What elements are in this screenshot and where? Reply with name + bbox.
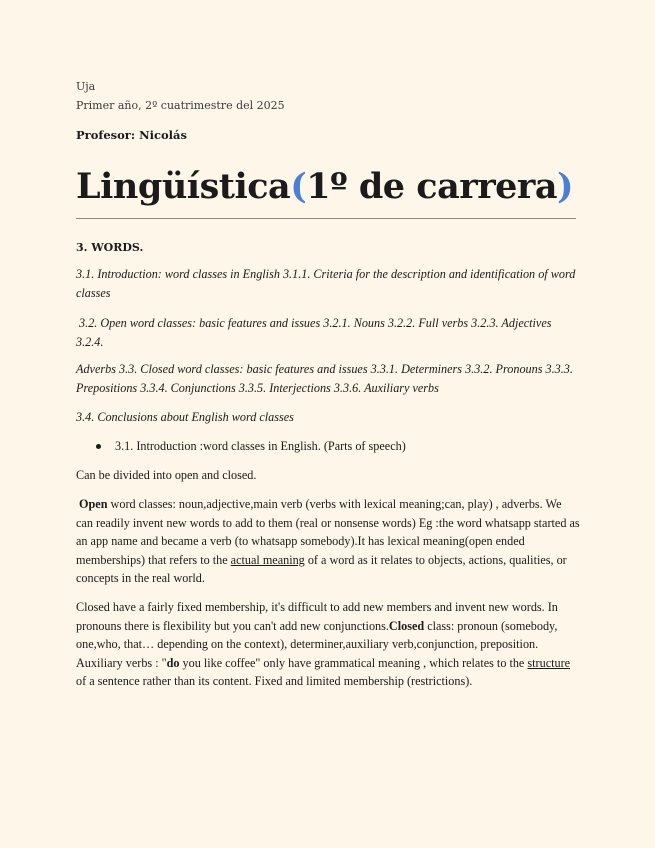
- closed-text-1: Closed have a fairly fixed membership, it's difficult to add new members and invent new words. In pronouns there is flexibility but you can't add new conjunctions.: [76, 600, 558, 633]
- open-text-2: of a word as it relates to objects, actions, qualities, or concepts in the real world.: [76, 552, 567, 585]
- bullet-item: [96, 437, 406, 455]
- title-paren-open: (: [290, 166, 307, 207]
- term-line: Primer año, 2º cuatrimestre del 2025: [76, 99, 285, 112]
- title-paren-close: ): [557, 166, 574, 207]
- page-title: [76, 166, 573, 208]
- closed-text-4: of a sentence rather than its content. Fixed and limited membership (restrictions).: [76, 674, 473, 688]
- title-divider: [76, 218, 576, 219]
- closed-text-3: you like coffee" only have grammatical meaning , which relates to the: [179, 655, 528, 670]
- toc-paragraph-1: 3.1. Introduction: word classes in English 3.1.1. Criteria for the description and identification of word classes: [76, 267, 576, 300]
- toc-paragraph-4: 3.4. Conclusions about English word classes: [76, 410, 294, 424]
- toc-paragraph-2: 3.2. Open word classes: basic features and issues 3.2.1. Nouns 3.2.2. Full verbs 3.2.3. Adjectives 3.2.4.: [76, 316, 555, 349]
- open-classes-paragraph: [76, 495, 581, 588]
- title-sub: 1º de carrera: [306, 166, 558, 207]
- closed-underlined: structure: [527, 655, 571, 670]
- bullet-text: 3.1. Introduction :word classes in English. (Parts of speech): [115, 439, 406, 453]
- closed-text-2: class: pronoun (somebody, one,who, that… depending on the context), determiner,auxiliary verb,conjunction, preposition. Auxiliary verbs : ": [76, 618, 558, 670]
- open-text-1: word classes: noun,adjective,main verb (verbs with lexical meaning;can, play) , adverbs. We can readily invent new words to add to them (real or nonsense words) Eg :the word whatsapp started as an app name and became a verb (to whatsapp somebody).It has lexical meaning(open ended memberships) that refers to the: [76, 497, 580, 567]
- title-main: Lingüística: [76, 166, 291, 207]
- institution-line: Uja: [76, 80, 96, 93]
- closed-bold: Closed: [388, 618, 425, 633]
- bullet-dot-icon: [96, 444, 101, 449]
- professor-line: Profesor: Nicolás: [76, 128, 187, 142]
- open-underlined: actual meaning: [230, 552, 305, 567]
- open-bold: Open: [79, 497, 108, 511]
- section-heading: 3. WORDS.: [76, 241, 144, 254]
- do-bold: do: [166, 655, 180, 670]
- toc-paragraph-3: Adverbs 3.3. Closed word classes: basic features and issues 3.3.1. Determiners 3.3.2. Pronouns 3.3.3. Prepositions 3.3.4. Conjunctions 3.3.5. Interjections 3.3.6. Auxiliary verbs: [76, 362, 573, 395]
- intro-paragraph: Can be divided into open and closed.: [76, 468, 257, 482]
- closed-classes-paragraph: [76, 598, 581, 691]
